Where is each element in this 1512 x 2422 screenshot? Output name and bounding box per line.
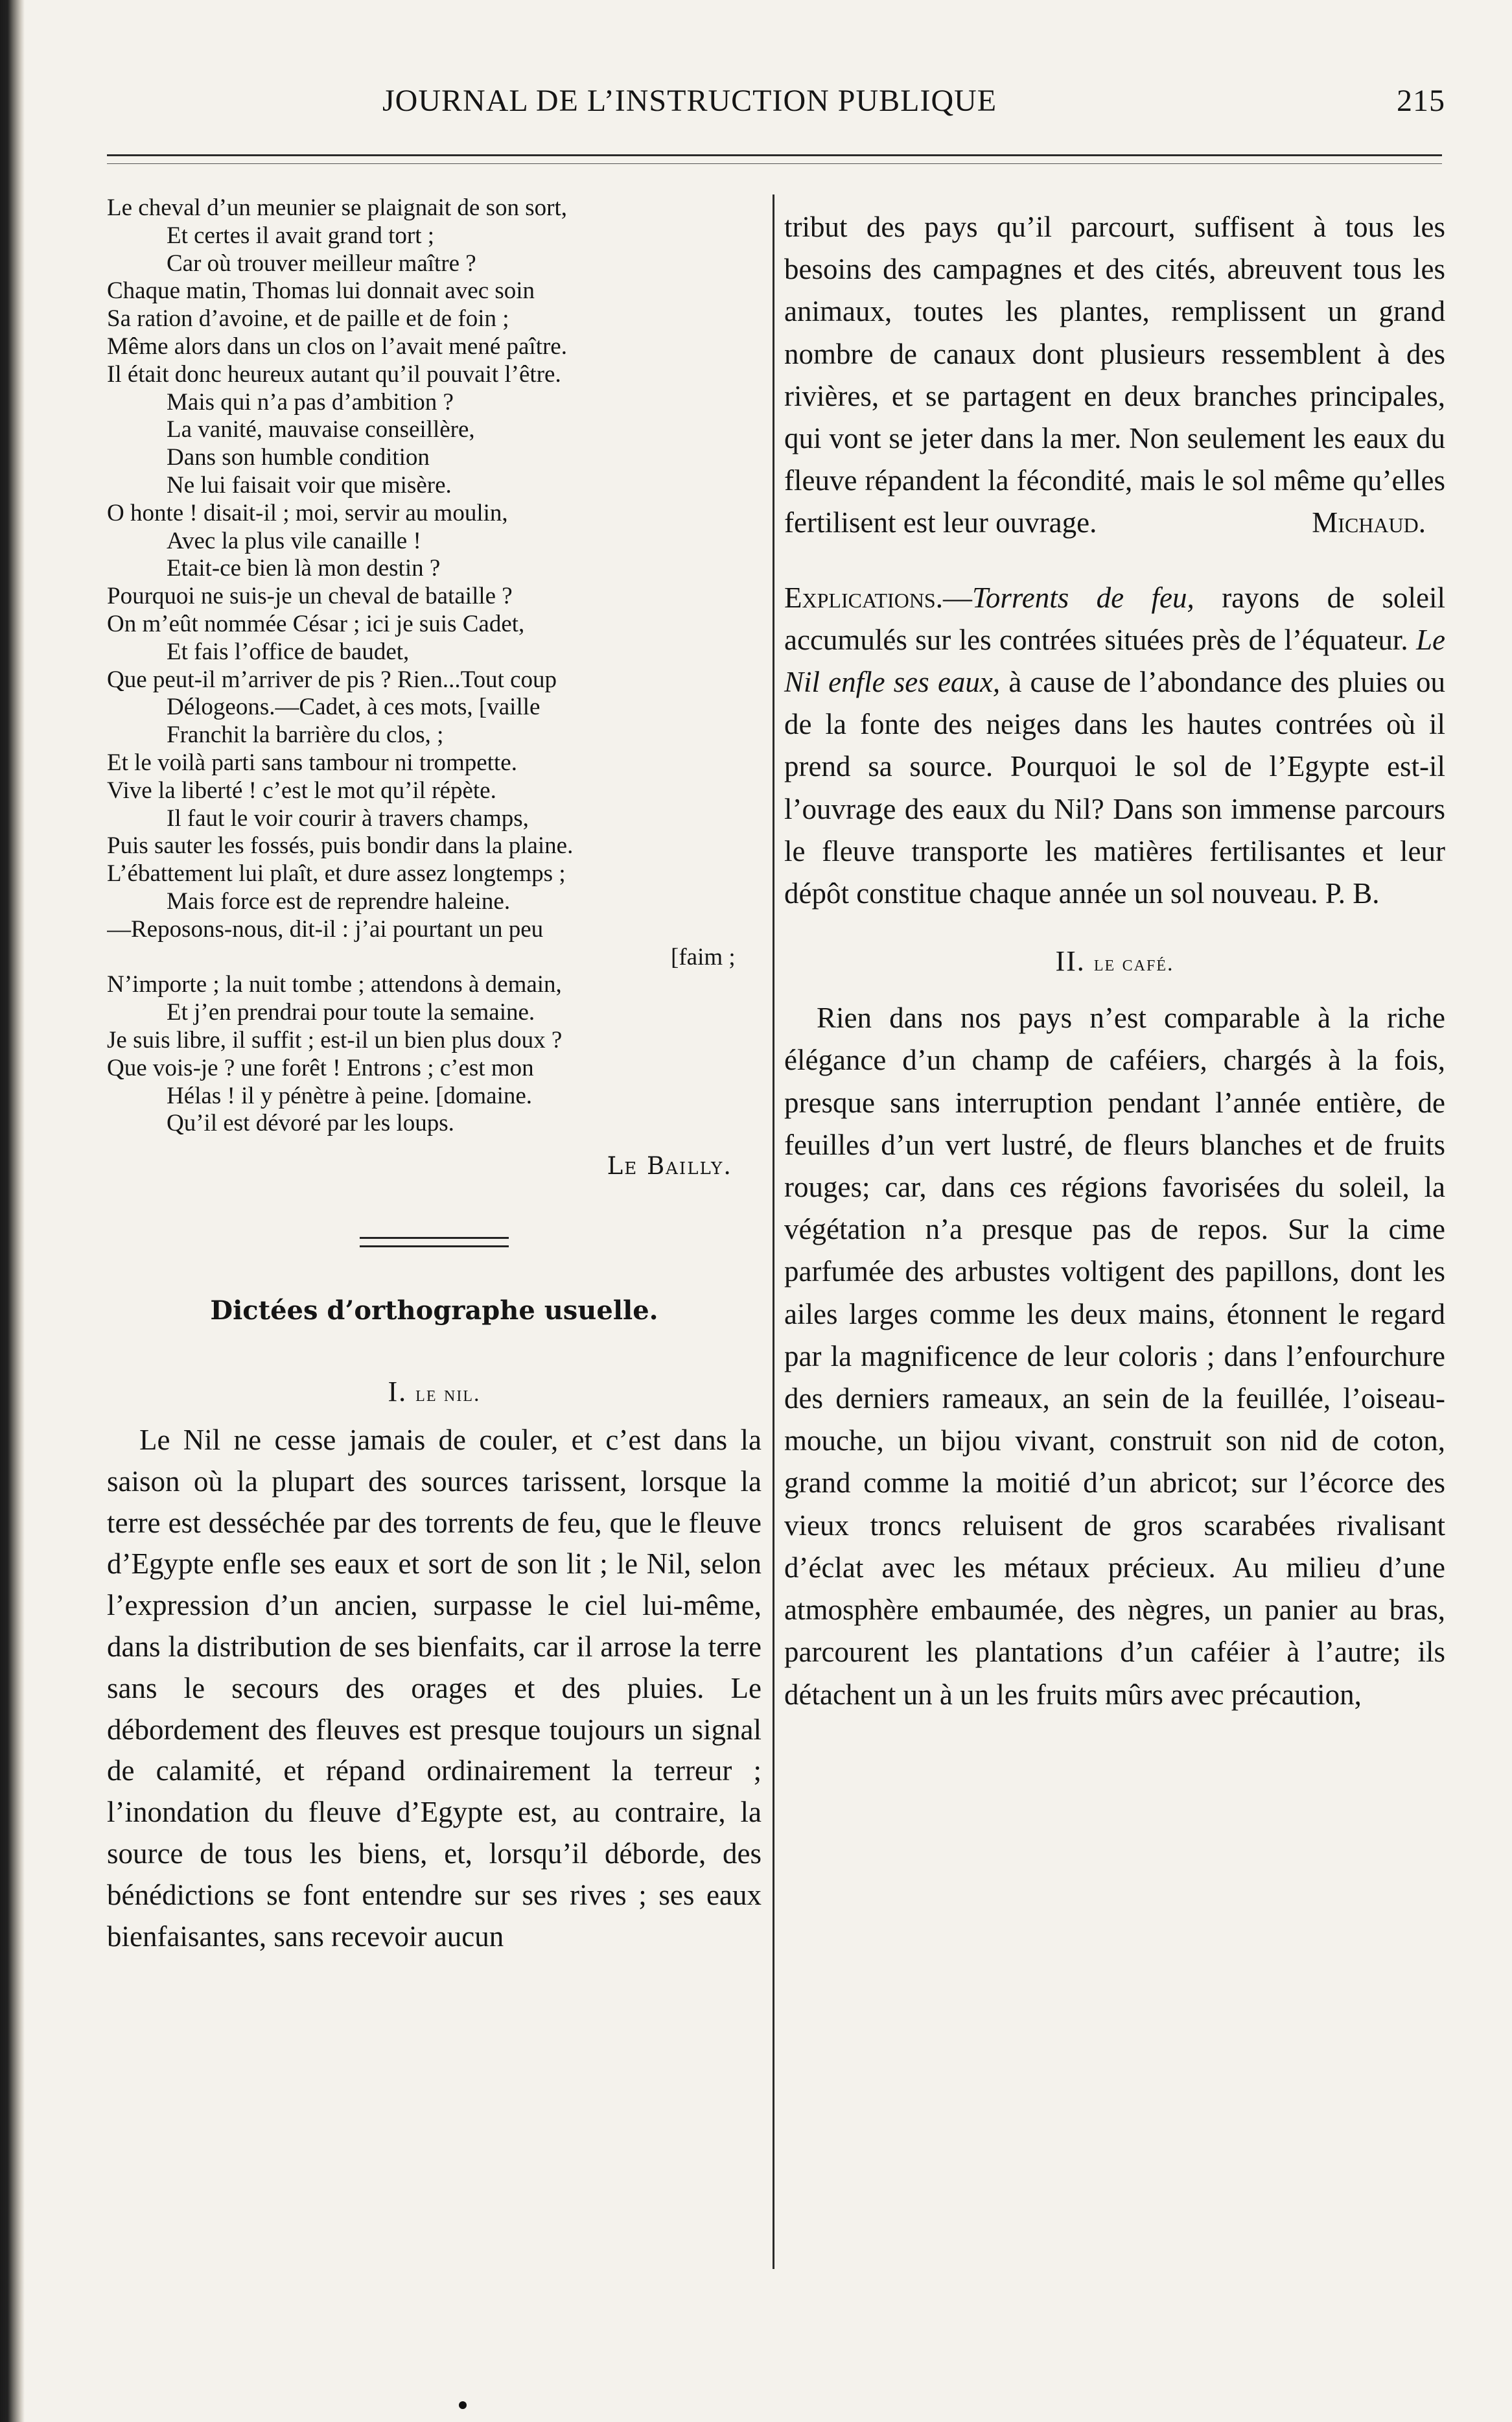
section-name: le café. [1093, 952, 1174, 976]
poem-signature: Le Bailly. [607, 1152, 732, 1181]
poem-line: Que peut-il m’arriver de pis ? Rien...Tout coup [107, 666, 557, 693]
explanation-initials: P. B. [1325, 877, 1380, 910]
nil-paragraph-continued [784, 206, 1445, 545]
poem-line: O honte ! disait-il ; moi, servir au moulin, [107, 499, 508, 526]
section-divider [360, 1237, 509, 1247]
poem-line: Sa ration d’avoine, et de paille et de foin ; [107, 305, 509, 333]
header-rule [107, 154, 1442, 156]
explanation-term: Le Nil enfle ses eaux, [784, 623, 1445, 699]
section-name: le nil. [415, 1382, 481, 1407]
dictee-heading: Dictées d’orthographe usuelle. [210, 1295, 658, 1326]
explanation-text: à cause de l’abondance des pluies ou de la fonte des neiges dans les hautes contrées où il prend sa source. Pourquoi le sol de l’Egypte est-il l’ouvrage des eaux du Nil? Dans son immense parcours le fleuve transporte les matières fertilisantes et leur dépôt constitue chaque année un sol nouveau. [784, 666, 1446, 910]
poem-line: Franchit la barrière du clos, ; [167, 722, 444, 749]
book-spine-edge [0, 0, 25, 2422]
journal-title: JOURNAL DE L’INSTRUCTION PUBLIQUE [382, 84, 997, 118]
poem-line: Chaque matin, Thomas lui donnait avec soin [107, 277, 535, 305]
poem-line: On m’eût nommée César ; ici je suis Cadet, [107, 610, 525, 637]
poem-line: Vive la liberté ! c’est le mot qu’il répète. [107, 777, 496, 804]
running-header [97, 83, 1445, 128]
poem-line: Dans son humble condition [167, 444, 430, 471]
poem-line: Et j’en prendrai pour toute la semaine. [167, 999, 535, 1026]
poem-line: La vanité, mauvaise conseillère, [167, 416, 475, 443]
explanation-term: Torrents de feu, [971, 581, 1194, 614]
poem-line: L’ébattement lui plaît, et dure assez longtemps ; [107, 860, 566, 888]
poem-line: Avec la plus vile canaille ! [167, 527, 421, 554]
section-heading-nil [107, 1375, 762, 1408]
cafe-text [784, 997, 1445, 1715]
poem-line: [faim ; [671, 943, 736, 970]
page-number: 215 [1397, 84, 1445, 118]
nil-text-right [784, 206, 1445, 915]
poem-line: Il était donc heureux autant qu’il pouvait l’être. [107, 360, 561, 388]
poem-line: Même alors dans un clos on l’avait mené paître. [107, 333, 567, 360]
author-signature: Michaud. [1312, 506, 1426, 539]
poem-line: N’importe ; la nuit tombe ; attendons à demain, [107, 971, 562, 998]
poem-line: Hélas ! il y pénètre à peine. [domaine. [167, 1082, 533, 1109]
nil-paragraph: Le Nil ne cesse jamais de couler, et c’est dans la saison où la plupart des sources tarissent, lorsque la terre est desséchée par des torrents de feu, que le fleuve d’Egypte enfle ses eaux et sort de son lit ; le Nil, selon l’expression d’un ancien, surpasse le ciel lui-même, dans la distribution de ses bienfaits, car il arrose la terre sans le secours des orages et des pluies. Le débordement des fleuves est presque toujours un signal de calamité, et répand ordinairement la terreur ; l’inondation du fleuve d’Egypte est, au contraire, la source de tous les biens, et, lorsqu’il déborde, des bénédictions se font entendre sur ses rives ; ses eaux bienfaisantes, sans recevoir aucun [107, 1424, 762, 1953]
explanation-text: rayons de soleil accumulés sur les contrées situées près de l’équateur. [784, 581, 1446, 656]
poem-line: Ne lui faisait voir que misère. [167, 471, 452, 499]
explanations: Explications.—Torrents de feu, rayons de soleil accumulés sur les contrées situées près de l’équateur. Le Nil enfle ses eaux, à cause de l’abondance des pluies ou de la fonte des neiges dans les hautes contrées où il prend sa source. Pourquoi le sol de l’Egypte est-il l’ouvrage des eaux du Nil? Dans son immense parcours le fleuve transporte les matières fertilisantes et leur dépôt constitue chaque année un sol nouveau. P. B. [784, 581, 1446, 910]
poem-line: —Reposons-nous, dit-il : j’ai pourtant un peu [107, 915, 544, 943]
section-numeral: II. [1055, 945, 1086, 978]
header-rule-thin [107, 163, 1442, 164]
cafe-paragraph: Rien dans nos pays n’est comparable à la riche élégance d’un champ de caféiers, chargés à la fois, presque sans interruption pendant l’année entière, de feuilles d’un vert lustré, de fleurs blanches et de fruits rouges; car, dans ces régions favorisées du soleil, la végétation n’a presque pas de repos. Sur la cime parfumée des arbustes voltigent des papillons, dont les ailes larges comme les deux mains, étonnent le regard par la magnificence de leur coloris ; dans l’enfourchure des derniers rameaux, an sein de la feuillée, l’oiseau-mouche, un bijou vivant, construit son nid de coton, grand comme la moitié d’un abricot; sur l’écorce des vieux troncs reluisent de gros scarabées rivalisant d’éclat avec les métaux précieux. Au milieu d’une atmosphère embaumée, des nègres, un panier au bras, parcourent les plantations d’un caféier à l’autre; ils détachent un à un les fruits mûrs avec précaution, [784, 1002, 1445, 1711]
poem-line: Pourquoi ne suis-je un cheval de bataille ? [107, 583, 513, 610]
poem-line: Et le voilà parti sans tambour ni trompette. [107, 749, 517, 776]
right-column [784, 194, 1445, 1716]
poem-line: Mais qui n’a pas d’ambition ? [167, 388, 454, 416]
column-separator [773, 194, 774, 2269]
poem [107, 194, 762, 1138]
poem-line: Puis sauter les fossés, puis bondir dans la plaine. [107, 832, 574, 860]
poem-line: Car où trouver meilleur maître ? [167, 250, 476, 277]
poem-line: Le cheval d’un meunier se plaignait de son sort, [107, 194, 567, 221]
poem-line: Etait-ce bien là mon destin ? [167, 555, 441, 582]
section-heading-cafe [784, 945, 1445, 978]
poem-line: Délogeons.—Cadet, à ces mots, [vaille [167, 694, 541, 721]
poem-line: Et fais l’office de baudet, [167, 638, 410, 665]
nil-continuation: tribut des pays qu’il parcourt, suffisent à tous les besoins des campagnes et des cités, abreuvent tous les animaux, toutes les plantes, remplissent un grand nombre de canaux dont plusieurs ressemblent à des rivières, et se partagent en deux branches principales, qui vont se jeter dans la mer. Non seulement les eaux du fleuve répandent la fécondité, mais le sol même qu’elles fertilisent est leur ouvrage. [784, 211, 1445, 539]
section-numeral: I. [388, 1376, 408, 1408]
poem-line: Il faut le voir courir à travers champs, [167, 805, 529, 832]
left-column [107, 194, 762, 1957]
nil-text-left [107, 1420, 762, 1957]
explanations-label: Explications. [784, 581, 943, 614]
poem-line: Je suis libre, il suffit ; est-il un bien plus doux ? [107, 1026, 563, 1053]
poem-line: Mais force est de reprendre haleine. [167, 888, 511, 915]
poem-line: Et certes il avait grand tort ; [167, 222, 435, 249]
poem-line: Qu’il est dévoré par les loups. [167, 1110, 454, 1137]
poem-line: Que vois-je ? une forêt ! Entrons ; c’est mon [107, 1054, 534, 1081]
page-mark [459, 2401, 467, 2409]
